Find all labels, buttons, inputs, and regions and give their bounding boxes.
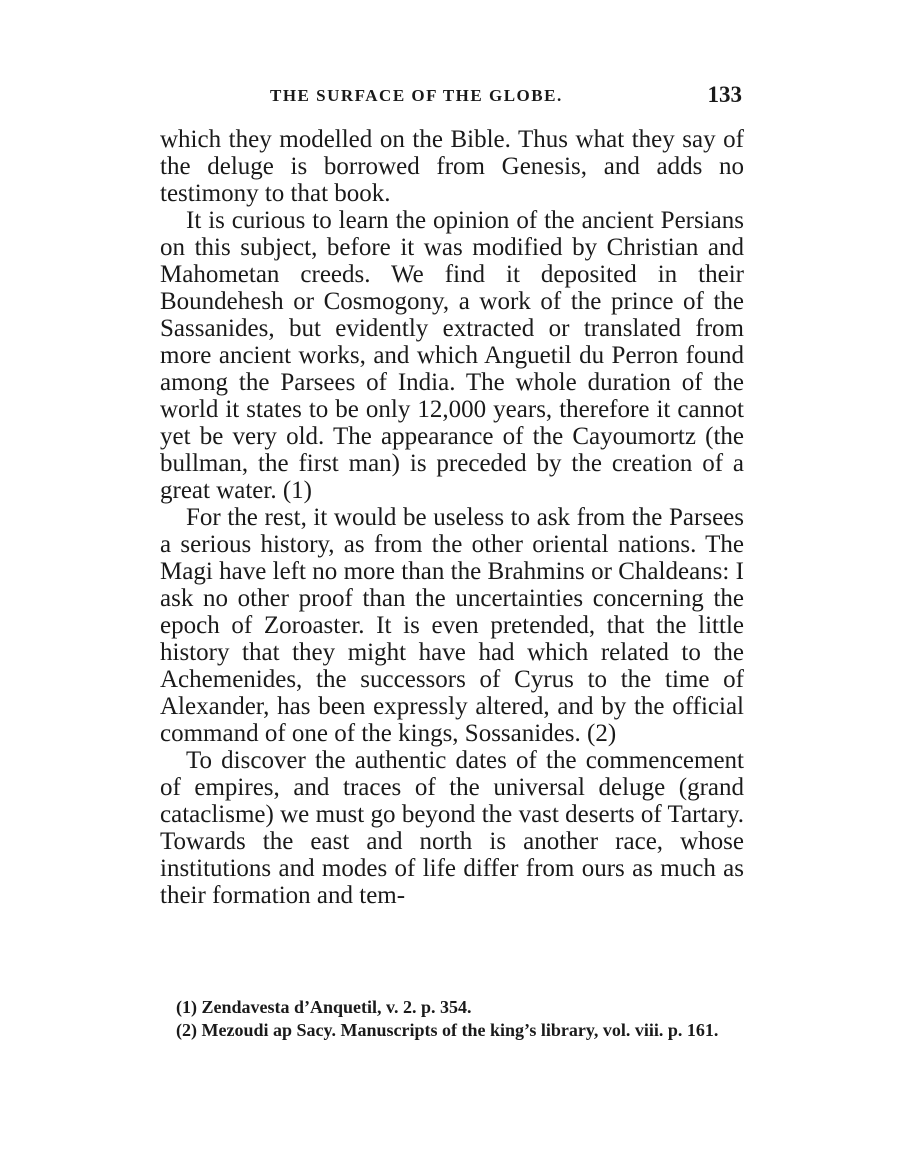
page-header (160, 82, 750, 112)
paragraph: To discover the authentic dates of the commencement of empires, and traces of the universal deluge (grand cataclisme) we must go beyond the vast deserts of Tartary. Towards the east and north is another race, whose institutions and modes of life differ from ours as much as their formation and tem- (160, 747, 744, 909)
footnotes (160, 996, 744, 1042)
footnote: (1) Zendavesta d’Anquetil, v. 2. p. 354. (176, 997, 472, 1017)
paragraph: It is curious to learn the opinion of the ancient Persians on this subject, before it was modified by Christian and Mahometan creeds. We find it deposited in their Boundehesh or Cosmogony, a work of the prince of the Sassanides, but evidently extracted or translated from more ancient works, and which Anguetil du Perron found among the Parsees of India. The whole duration of the world it states to be only 12,000 years, therefore it cannot yet be very old. The appearance of the Cayoumortz (the bullman, the first man) is preceded by the creation of a great water. (1) (160, 207, 744, 504)
body-text (160, 126, 744, 909)
paragraph: which they modelled on the Bible. Thus what they say of the deluge is borrowed from Genesis, and adds no testimony to that book. (160, 126, 744, 207)
footnote: (2) Mezoudi ap Sacy. Manuscripts of the king’s library, vol. viii. p. 161. (176, 1020, 719, 1040)
page-number: 133 (707, 82, 742, 107)
paragraph: For the rest, it would be useless to ask from the Parsees a serious history, as from the other oriental nations. The Magi have left no more than the Brahmins or Chaldeans: I ask no other proof than the uncertainties concerning the epoch of Zoroaster. It is even pretended, that the little history that they might have had which related to the Achemenides, the successors of Cyrus to the time of Alexander, has been expressly altered, and by the official command of one of the kings, Sossanides. (2) (160, 504, 744, 747)
running-head: THE SURFACE OF THE GLOBE. (270, 86, 563, 105)
